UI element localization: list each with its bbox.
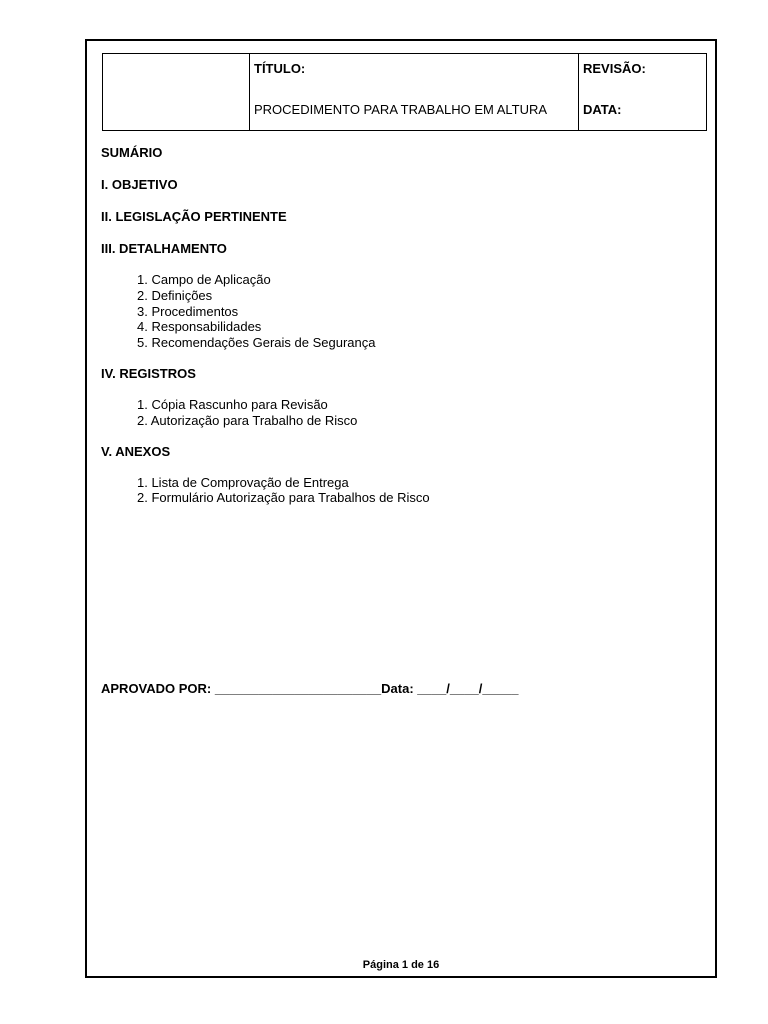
- section-heading-objetivo: I. OBJETIVO: [101, 177, 178, 192]
- logo-cell: [103, 54, 250, 131]
- list-item: 1. Campo de Aplicação: [137, 272, 271, 287]
- anexos-list: [101, 475, 701, 507]
- summary-heading: SUMÁRIO: [101, 145, 163, 160]
- revision-label: REVISÃO:: [583, 61, 646, 76]
- section-heading-detalhamento: III. DETALHAMENTO: [101, 241, 227, 256]
- detalhamento-list: [101, 272, 701, 351]
- document-header-table: [102, 53, 707, 131]
- registros-list: [101, 397, 701, 429]
- revision-cell: [579, 54, 707, 131]
- summary-content: [101, 145, 701, 506]
- section-heading-anexos: V. ANEXOS: [101, 443, 171, 459]
- list-item: 5. Recomendações Gerais de Segurança: [137, 335, 376, 351]
- list-item: 2. Autorização para Trabalho de Risco: [137, 412, 358, 428]
- document-page: [85, 39, 717, 978]
- approval-line: APROVADO POR: _______________________Data: ____/____/_____: [101, 681, 519, 696]
- title-label: TÍTULO:: [254, 61, 306, 76]
- list-item: 1. Lista de Comprovação de Entrega: [137, 474, 349, 490]
- list-item: 3. Procedimentos: [137, 303, 239, 319]
- list-item: 4. Responsabilidades: [137, 319, 262, 335]
- page-number: Página 1 de 16: [362, 959, 440, 971]
- list-item: 2. Formulário Autorização para Trabalhos de Risco: [137, 490, 430, 506]
- title-value: PROCEDIMENTO PARA TRABALHO EM ALTURA: [254, 102, 548, 117]
- title-cell: [250, 54, 579, 131]
- section-heading-registros: IV. REGISTROS: [101, 365, 196, 381]
- section-heading-legislacao: II. LEGISLAÇÃO PERTINENTE: [101, 209, 287, 224]
- date-label: DATA:: [583, 102, 622, 117]
- list-item: 2. Definições: [137, 287, 213, 303]
- list-item: 1. Cópia Rascunho para Revisão: [137, 396, 328, 412]
